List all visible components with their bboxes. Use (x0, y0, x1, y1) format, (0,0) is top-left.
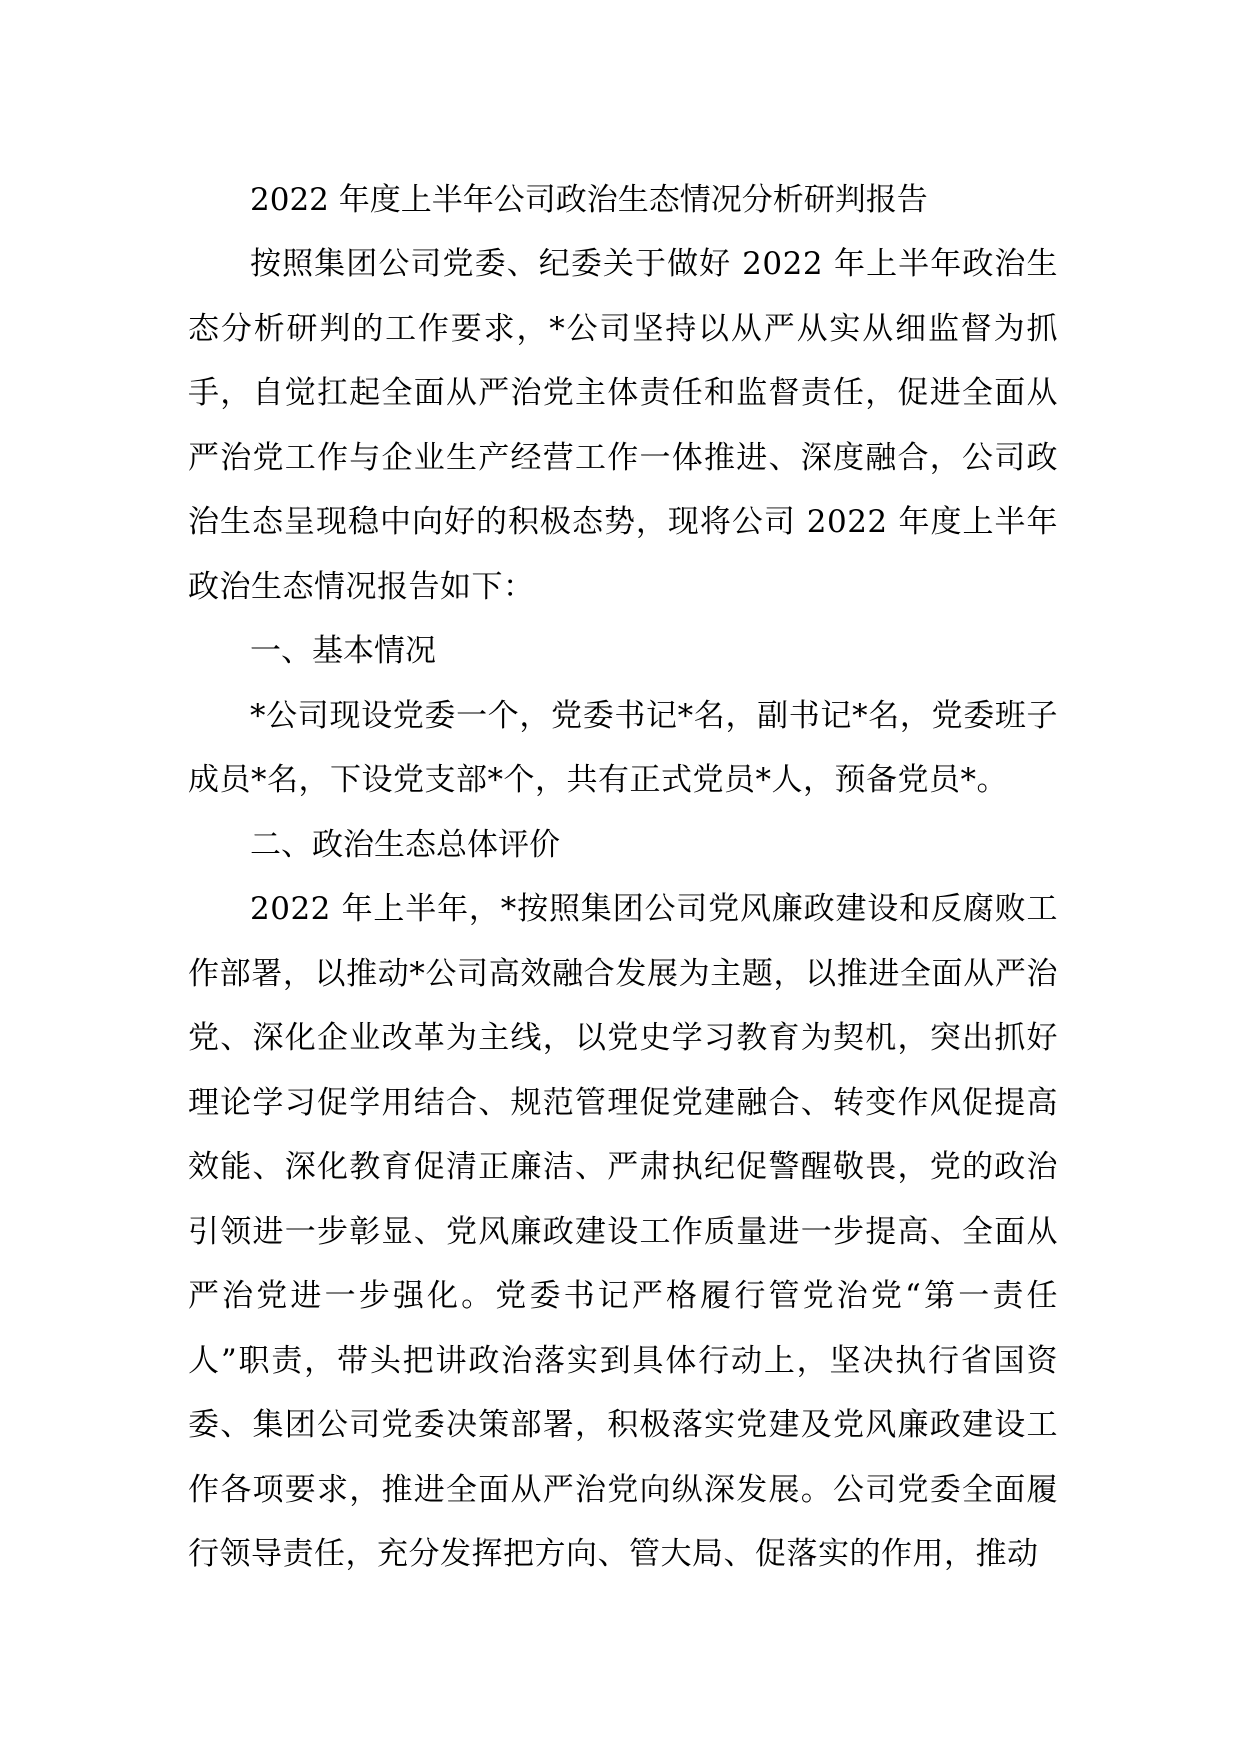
overall-evaluation-paragraph: 2022 年上半年，*按照集团公司党风廉政建设和反腐败工作部署，以推动*公司高效融合发展为主题，以推进全面从严治党、深化企业改革为主线，以党史学习教育为契机，突出抓好理论学习促学用结合、规范管理促党建融合、转变作风促提高效能、深化教育促清正廉洁、严肃执纪促警醒敬畏，党的政治引领进一步彰显、党风廉政建设工作质量进一步提高、全面从严治党进一步强化。党委书记严格履行管党治党“第一责任人”职责，带头把讲政治落实到具体行动上，坚决执行省国资委、集团公司党委决策部署，积极落实党建及党风廉政建设工作各项要求，推进全面从严治党向纵深发展。公司党委全面履行领导责任，充分发挥把方向、管大局、促落实的作用，推动 (188, 891, 1058, 1572)
section-heading-overall-evaluation: 二、政治生态总体评价 (250, 826, 560, 863)
section-heading-basic-info: 一、基本情况 (250, 633, 436, 669)
document-body (188, 168, 1058, 1587)
document-title: 2022 年度上半年公司政治生态情况分析研判报告 (250, 182, 928, 218)
basic-info-paragraph: *公司现设党委一个，党委书记*名，副书记*名，党委班子成员*名，下设党支部*个，共有正式党员*人，预备党员*。 (188, 697, 1058, 798)
intro-paragraph: 按照集团公司党委、纪委关于做好 2022 年上半年政治生态分析研判的工作要求，*公司坚持以从严从实从细监督为抓手，自觉扛起全面从严治党主体责任和监督责任，促进全面从严治党工作与企业生产经营工作一体推进、深度融合，公司政治生态呈现稳中向好的积极态势，现将公司 2022 年度上半年政治生态情况报告如下： (188, 246, 1058, 605)
